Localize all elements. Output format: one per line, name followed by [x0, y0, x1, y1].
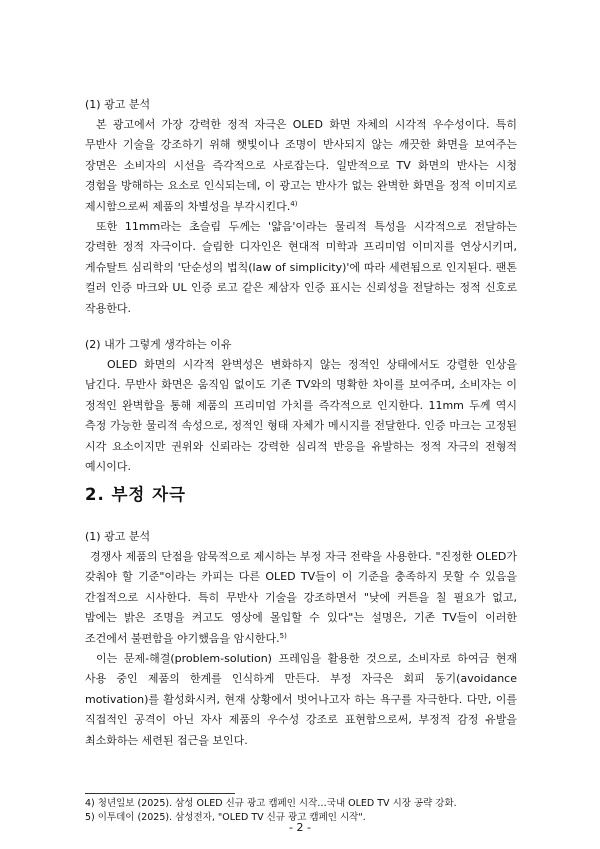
page-number: - 2 -	[289, 821, 311, 834]
section2-subheading-ad-analysis: (1) 광고 분석	[85, 530, 151, 543]
footnote-ref-5: 5)	[279, 631, 287, 640]
section1-subheading-reason: (2) 내가 그렇게 생각하는 이유	[85, 338, 232, 351]
footnote-divider	[85, 793, 235, 794]
section1-paragraph-1	[85, 115, 517, 217]
section1-paragraph-3: OLED 화면의 시각적 완벽성은 변화하지 않는 정적인 상태에서도 강렬한 인상을 남긴다. 무반사 화면은 움직임 없이도 기존 TV와의 명확한 차이를 보여주며, 소비자는 이 정적인 완벽함을 통해 제품의 프리미엄 가치를 즉각적으로 인지한다. 11mm 두께 역시 측정 가능한 물리적 속성으로, 정적인 형태 자체가 메시지를 전달한다. 인증 마크는 고정된 시각 요소이지만 권위와 신뢰라는 강력한 심리적 반응을 유발하는 정적 자극의 전형적 예시이다.	[85, 358, 517, 474]
section2-paragraph-1	[85, 547, 517, 649]
section1-paragraph-2: 또한 11mm라는 초슬림 두께는 '얇음'이라는 물리적 특성을 시각적으로 전달하는 강력한 정적 자극이다. 슬림한 디자인은 현대적 미학과 프리미엄 이미지를 연상시키며, 게슈탈트 심리학의 '단순성의 법칙(law of simplicity)'에 따라 세련됨으로 인지된다. 팬톤 컬러 인증 마크와 UL 인증 로고 같은 제삼자 인증 표시는 신뢰성을 전달하는 정적 신호로 작용한다.	[85, 220, 517, 315]
footnote-5: 5) 이투데이 (2025). 삼성전자, "OLED TV 신규 광고 캠페인 시작".	[85, 812, 366, 823]
section1-paragraph-1-text: 본 광고에서 가장 강력한 정적 자극은 OLED 화면 자체의 시각적 우수성이다. 특히 무반사 기술을 강조하기 위해 햇빛이나 조명이 반사되지 않는 깨끗한 화면을 보여주는 장면은 소비자의 시선을 즉각적으로 사로잡는다. 일반적으로 TV 화면의 반사는 시청 경험을 방해하는 요소로 인식되는데, 이 광고는 반사가 없는 완벽한 화면을 정적 이미지로 제시함으로써 제품의 차별성을 부각시킨다.	[85, 118, 517, 213]
section2-paragraph-1-text: 경쟁사 제품의 단점을 암묵적으로 제시하는 부정 자극 전략을 사용한다. "진정한 OLED가 갖춰야 할 기준"이라는 카피는 다른 OLED TV들이 이 기준을 충족하지 못할 수 있음을 간접적으로 시사한다. 특히 무반사 기술을 강조하면서 "낮에 커튼을 칠 필요가 없고, 밤에는 밝은 조명을 켜고도 영상에 몰입할 수 있다"는 설명은, 기존 TV들이 이러한 조건에서 불편함을 야기했음을 암시한다.	[85, 550, 517, 645]
section1-subheading-ad-analysis: (1) 광고 분석	[85, 98, 151, 111]
footnote-ref-4: 4)	[290, 199, 298, 208]
section2-heading: 2. 부정 자극	[85, 485, 186, 504]
section2-paragraph-2: 이는 문제-해결(problem-solution) 프레임을 활용한 것으로, 소비자로 하여금 현재 사용 중인 제품의 한계를 인식하게 만든다. 부정 자극은 회피 동기(avoidance motivation)를 활성화시켜, 현재 상황에서 벗어나고자 하는 욕구를 자극한다. 다만, 이를 직접적인 공격이 아닌 자사 제품의 우수성 강조로 표현함으로써, 부정적 감정 유발을 최소화하는 세련된 접근을 보인다.	[85, 652, 517, 747]
footnote-4: 4) 청년일보 (2025). 삼성 OLED 신규 광고 캠페인 시작…국내 OLED TV 시장 공략 강화.	[85, 798, 457, 809]
